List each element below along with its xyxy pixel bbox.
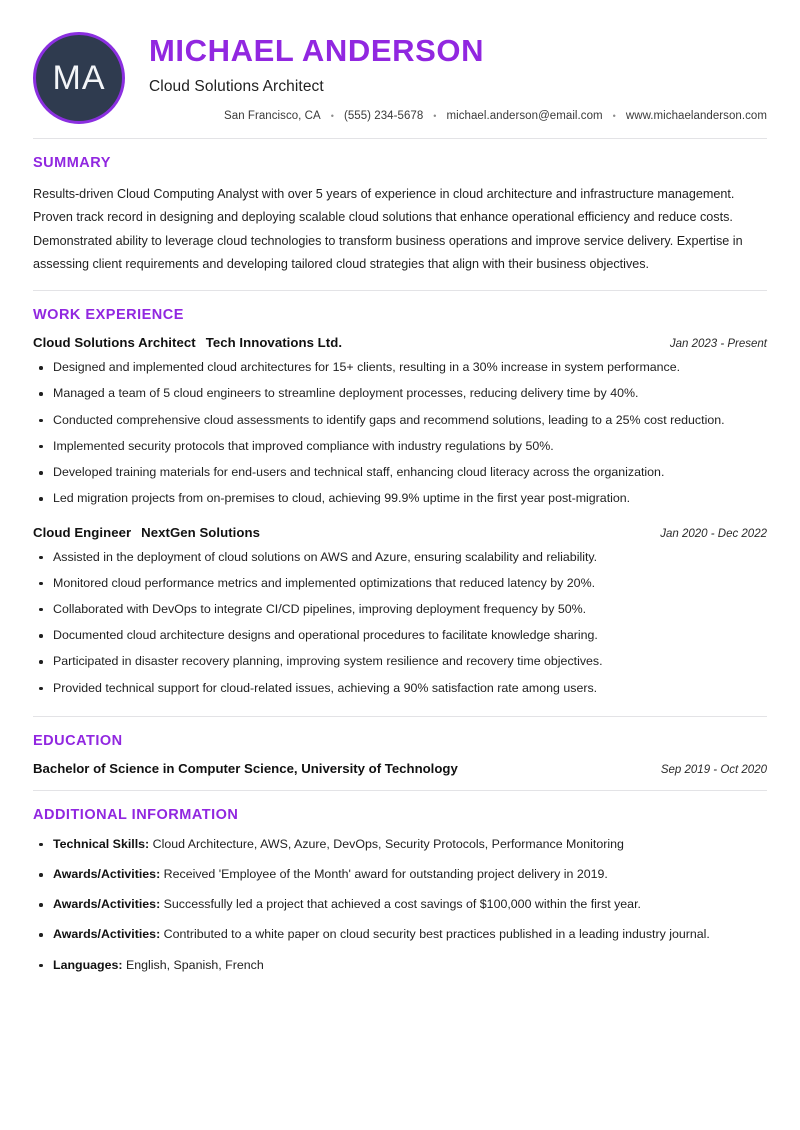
candidate-name: MICHAEL ANDERSON [149,33,485,68]
job-dates: Jan 2023 - Present [669,338,767,351]
work-experience-section-title: WORK EXPERIENCE [33,307,184,324]
job-entry [33,335,767,508]
job-bullet: Led migration projects from on-premises to cloud, achieving 99.9% uptime in the first year post-migration. [33,489,767,508]
info-label: Languages: [53,957,123,972]
contact-line [149,110,767,122]
job-bullet: Conducted comprehensive cloud assessments to identify gaps and recommend solutions, leading to a 25% cost reduction. [33,411,767,430]
contact-location: San Francisco, CA [224,110,321,123]
list-item [33,865,767,884]
job-header [33,335,767,350]
contact-separator-icon: • [612,110,616,121]
job-title-company [33,525,260,540]
info-label: Awards/Activities: [53,927,161,942]
job-bullet: Implemented security protocols that improved compliance with industry regulations by 50%. [33,437,767,456]
list-item [33,835,767,854]
contact-phone[interactable]: (555) 234-5678 [343,110,424,123]
info-value: Received 'Employee of the Month' award for outstanding project delivery in 2019. [163,867,608,882]
header-text-block [125,28,767,122]
job-company: Tech Innovations Ltd. [205,335,343,351]
job-header [33,525,767,540]
info-value: Contributed to a white paper on cloud security best practices published in a leading industry journal. [163,927,710,942]
contact-email[interactable]: michael.anderson@email.com [446,110,603,123]
job-bullet: Managed a team of 5 cloud engineers to streamline deployment processes, reducing delivery time by 40%. [33,384,767,403]
list-item [33,956,767,975]
info-label: Awards/Activities: [53,867,161,882]
additional-information-list [33,835,767,975]
job-bullet: Monitored cloud performance metrics and implemented optimizations that reduced latency by 20%. [33,574,767,593]
education-section-title: EDUCATION [33,732,123,749]
education-degree: Bachelor of Science in Computer Science, University of Technology [33,760,458,776]
job-position: Cloud Solutions Architect [33,335,196,351]
job-bullet: Collaborated with DevOps to integrate CI/CD pipelines, improving deployment frequency by 50%. [33,600,767,619]
job-bullet: Provided technical support for cloud-related issues, achieving a 90% satisfaction rate among users. [33,679,767,698]
education-entry [33,761,767,776]
section-work-experience [33,291,767,716]
job-entry [33,525,767,698]
avatar [33,32,125,124]
education-dates: Sep 2019 - Oct 2020 [660,763,767,776]
job-title-company [33,335,342,350]
section-summary [33,139,767,290]
additional-information-section-title: ADDITIONAL INFORMATION [33,806,239,823]
list-item [33,925,767,944]
job-bullet: Participated in disaster recovery planning, improving system resilience and recovery time objectives. [33,652,767,671]
job-company: NextGen Solutions [141,524,260,540]
list-item [33,895,767,914]
candidate-job-title: Cloud Solutions Architect [149,78,324,96]
info-label: Technical Skills: [53,836,150,851]
info-label: Awards/Activities: [53,897,161,912]
info-value: Successfully led a project that achieved a cost savings of $100,000 within the first year. [163,897,641,912]
section-education [33,717,767,790]
job-bullet-list [33,358,767,508]
section-additional-information [33,791,767,989]
summary-section-title: SUMMARY [33,155,111,171]
job-position: Cloud Engineer [33,524,132,540]
job-bullet: Documented cloud architecture designs and operational procedures to facilitate knowledge sharing. [33,626,767,645]
job-bullet-list [33,548,767,698]
info-value: Cloud Architecture, AWS, Azure, DevOps, Security Protocols, Performance Monitoring [152,836,624,851]
summary-text: Results-driven Cloud Computing Analyst with over 5 years of experience in cloud architecture and infrastructure management. Proven track record in designing and deploying scalable cloud solutions that enhance operational efficiency and reduce costs. Demonstrated ability to leverage cloud technologies to transform business operations and improve service delivery. Expertise in assessing client requirements and developing tailored cloud strategies that align with their business objectives. [33,187,743,271]
job-bullet: Developed training materials for end-users and technical staff, enhancing cloud literacy across the organization. [33,463,767,482]
job-dates: Jan 2020 - Dec 2022 [660,527,767,540]
info-value: English, Spanish, French [126,957,264,972]
contact-separator-icon: • [433,110,437,121]
job-bullet: Assisted in the deployment of cloud solutions on AWS and Azure, ensuring scalability and reliability. [33,548,767,567]
avatar-initials: MA [52,59,106,97]
contact-website[interactable]: www.michaelanderson.com [625,110,767,123]
resume-header [33,0,767,138]
job-bullet: Designed and implemented cloud architectures for 15+ clients, resulting in a 30% increase in system performance. [33,358,767,377]
contact-separator-icon: • [330,110,334,121]
